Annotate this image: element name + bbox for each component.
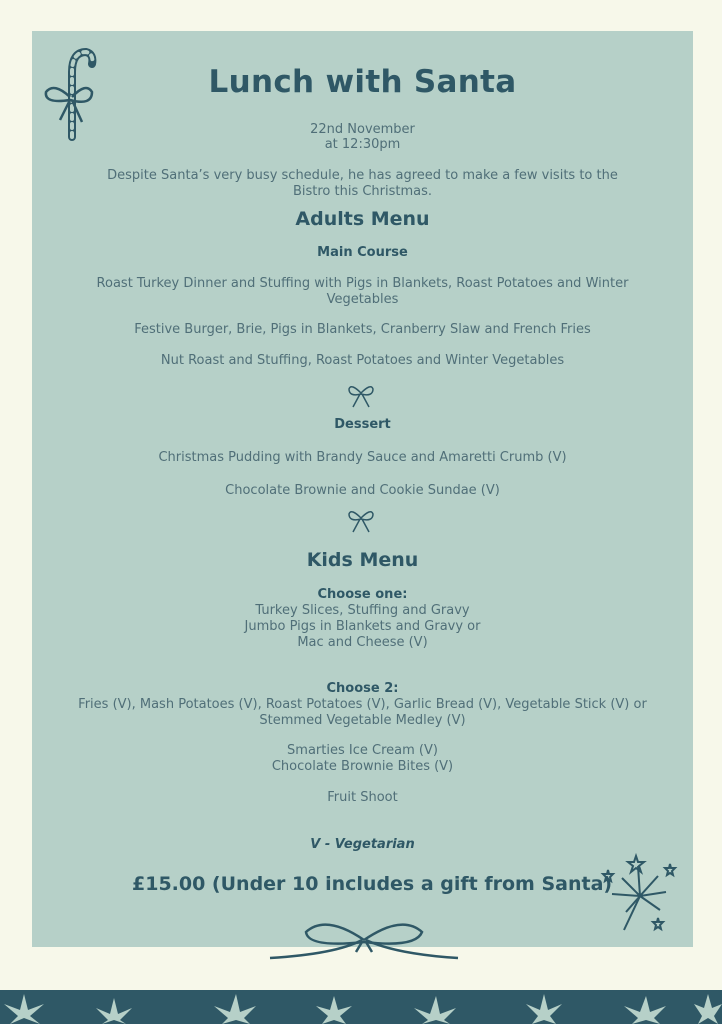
kids-main-item: Mac and Cheese (V) bbox=[297, 635, 428, 650]
kids-main-item: Jumbo Pigs in Blankets and Gravy or bbox=[244, 619, 481, 634]
event-date: 22nd November bbox=[310, 122, 415, 137]
main-course-item: Festive Burger, Brie, Pigs in Blankets, Cranberry Slaw and French Fries bbox=[134, 322, 591, 337]
ribbon-bow-icon bbox=[266, 918, 462, 966]
kids-dessert-item: Chocolate Brownie Bites (V) bbox=[271, 759, 454, 774]
kids-dessert-item: Smarties Ice Cream (V) bbox=[287, 743, 438, 758]
choose-one-heading: Choose one: bbox=[317, 587, 408, 602]
vegetarian-legend: V - Vegetarian bbox=[310, 837, 415, 852]
star-pattern bbox=[0, 990, 722, 1024]
main-course-item: Nut Roast and Stuffing, Roast Potatoes and Winter Vegetables bbox=[160, 353, 565, 368]
page-title: Lunch with Santa bbox=[208, 64, 517, 100]
dessert-item: Chocolate Brownie and Cookie Sundae (V) bbox=[225, 483, 500, 498]
star-pattern-footer bbox=[0, 990, 722, 1024]
choose-two-heading: Choose 2: bbox=[326, 681, 399, 696]
bow-icon bbox=[347, 383, 375, 409]
kids-main-item: Turkey Slices, Stuffing and Gravy bbox=[255, 603, 470, 618]
kids-drink: Fruit Shoot bbox=[327, 790, 398, 805]
event-time: at 12:30pm bbox=[324, 137, 401, 152]
kids-menu-heading: Kids Menu bbox=[306, 549, 419, 571]
dessert-heading: Dessert bbox=[334, 417, 391, 432]
dessert-item: Christmas Pudding with Brandy Sauce and Amaretti Crumb (V) bbox=[158, 450, 567, 465]
main-course-heading: Main Course bbox=[317, 245, 408, 260]
price-text: £15.00 (Under 10 includes a gift from Santa) bbox=[132, 873, 613, 895]
adults-menu-heading: Adults Menu bbox=[295, 208, 430, 230]
choose-two-text: Fries (V), Mash Potatoes (V), Roast Potatoes (V), Garlic Bread (V), Vegetable Stick (V) or Stemmed Vegetable Medley (V) bbox=[78, 697, 647, 728]
intro-text: Despite Santa’s very busy schedule, he has agreed to make a few visits to the Bistro this Christmas. bbox=[107, 168, 618, 199]
main-course-item: Roast Turkey Dinner and Stuffing with Pigs in Blankets, Roast Potatoes and Winter Vegetables bbox=[96, 276, 629, 307]
bow-icon bbox=[347, 508, 375, 534]
